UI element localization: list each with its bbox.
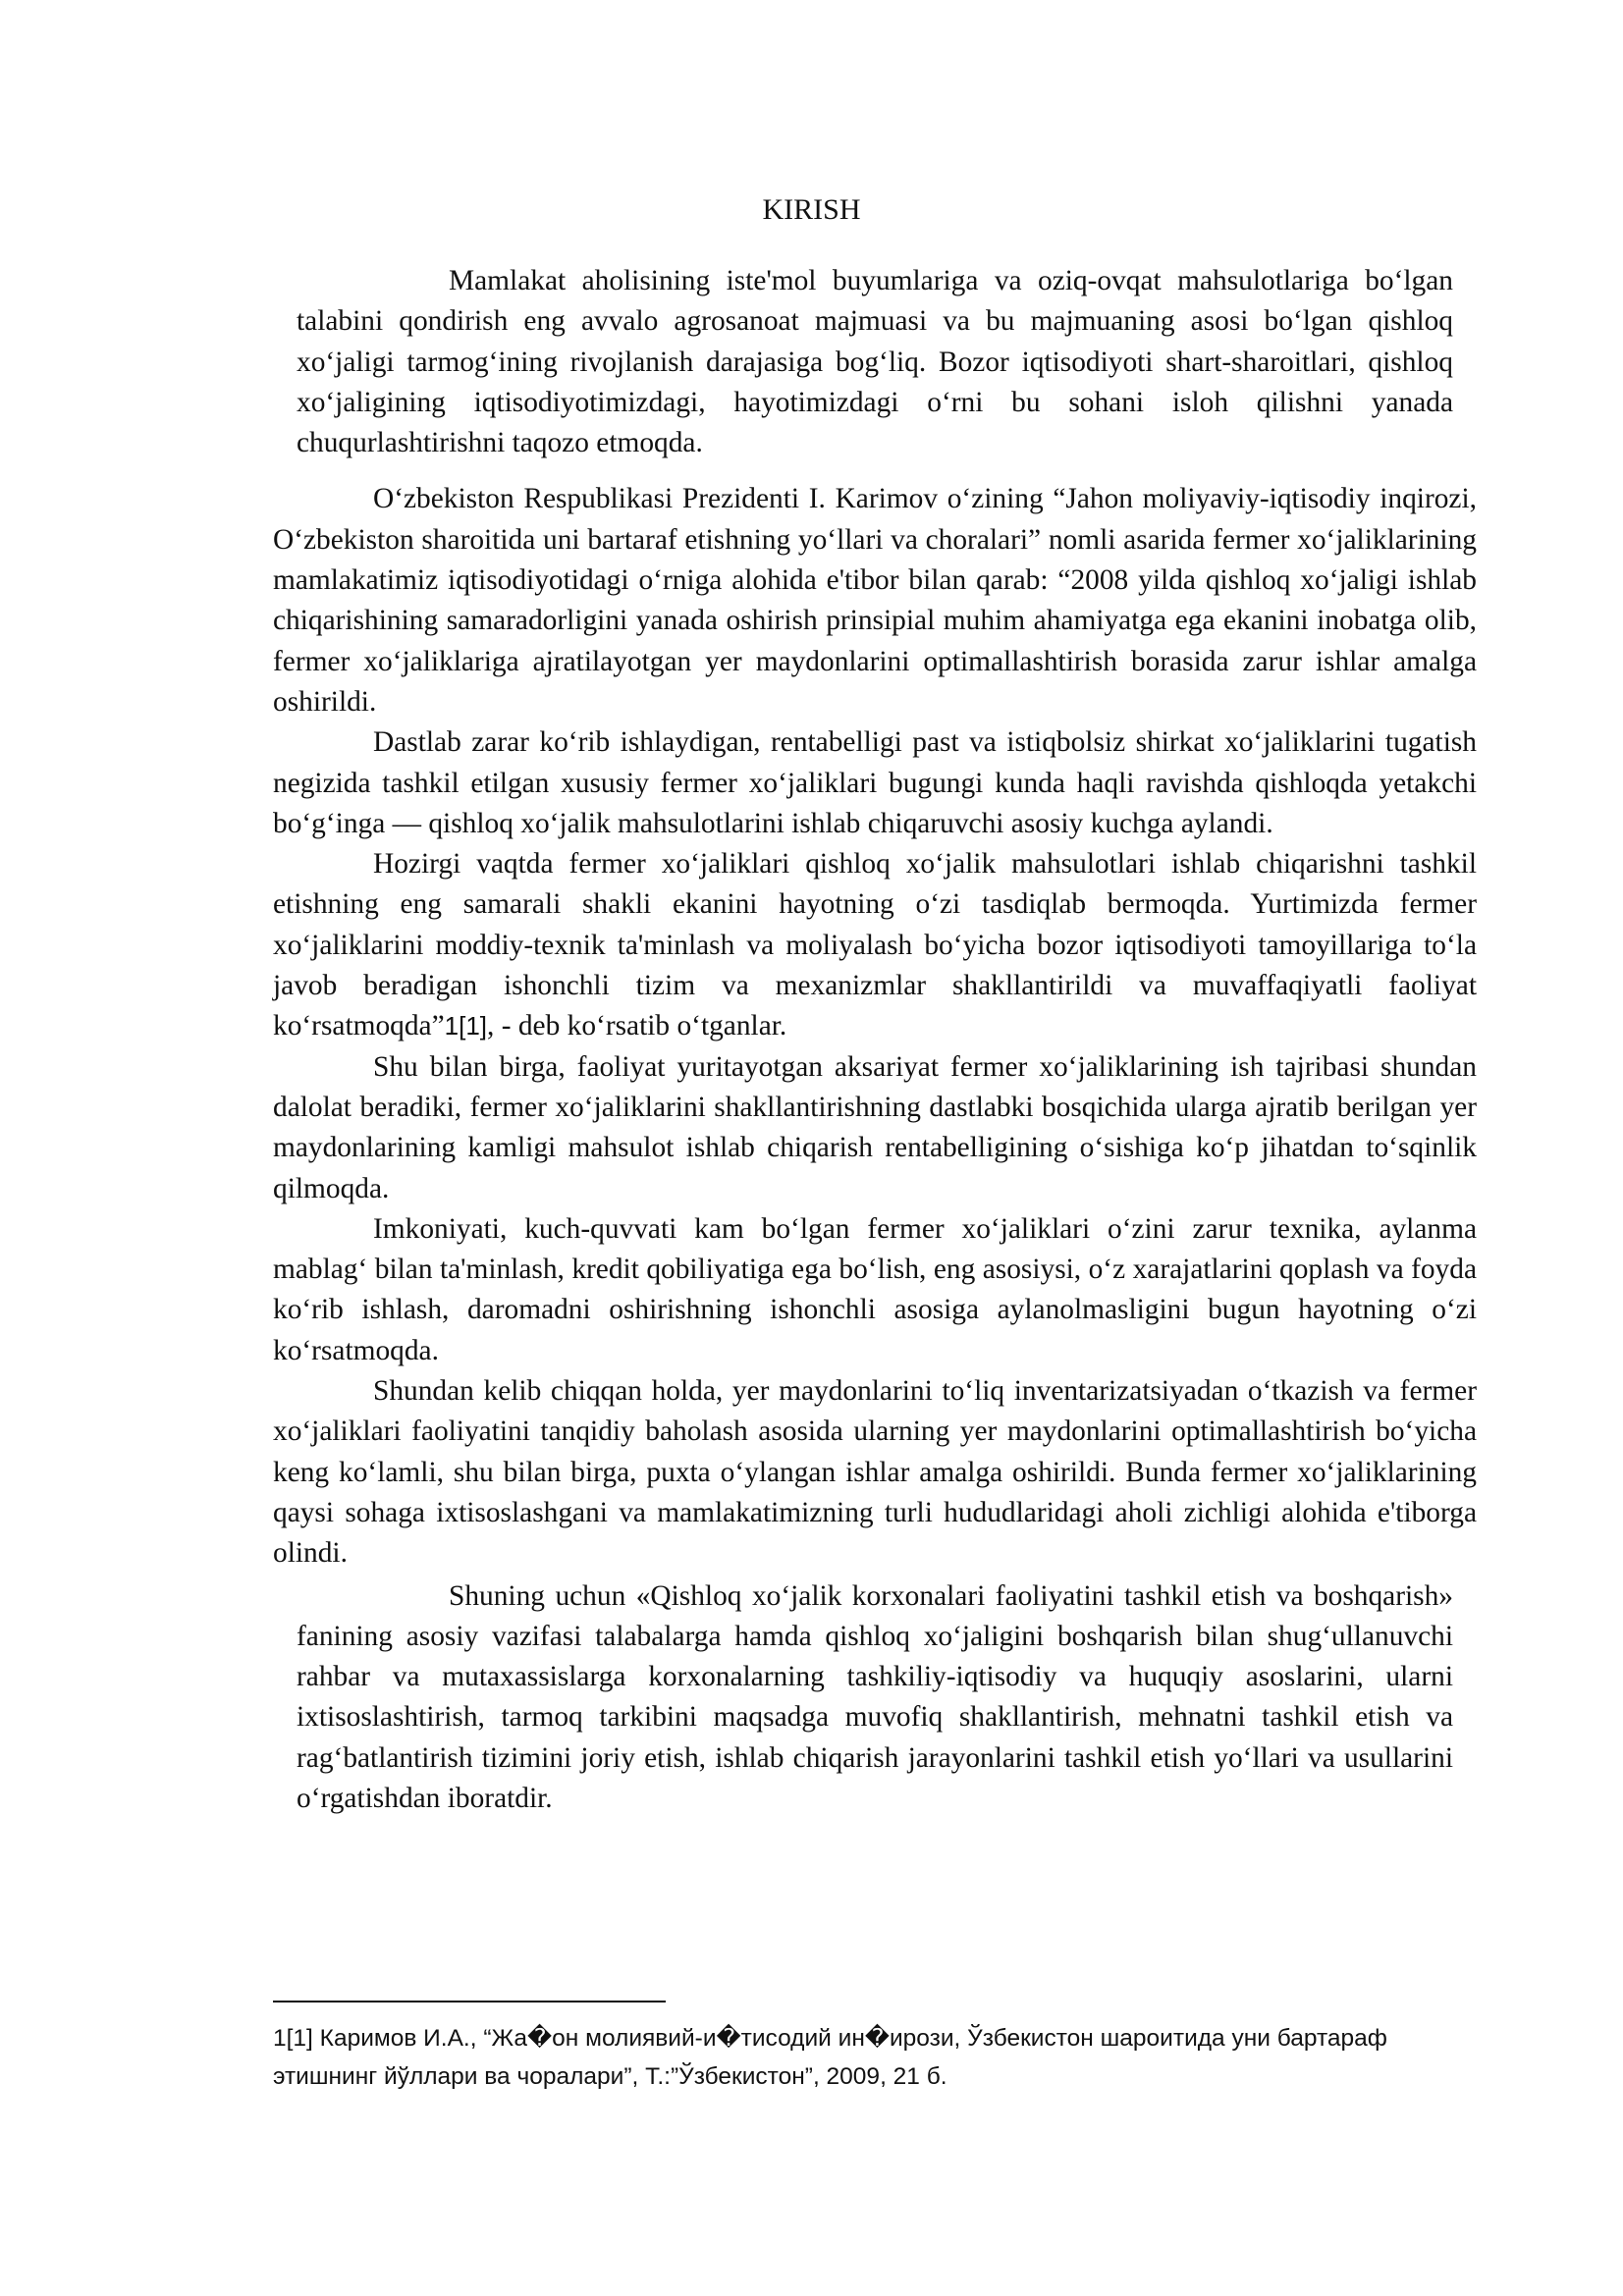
footnote-reference[interactable]: 1[1] (444, 1011, 488, 1041)
paragraph-inventory: Shundan kelib chiqqan holda, yer maydonlarini to‘liq inventarizatsiyadan o‘tkazish va fermer xo‘jaliklari faoliyatini tanqidiy baholash asosida ularning yer maydonlarini optimallashtirish bo‘yicha keng ko‘lamli, shu bilan birga, puxta o‘ylangan ishlar amalga oshirildi. Bunda fermer xo‘jaliklarining qaysi sohaga ixtisoslashgani va mamlakatimizning turli hududlaridagi aholi zichligi alohida e'tiborga olindi. (273, 1375, 1477, 1570)
page-title: KIRISH (762, 193, 861, 226)
paragraph-current-time-text: Hozirgi vaqtda fermer xo‘jaliklari qishloq xo‘jalik mahsulotlari ishlab chiqarishni tashkil etishning eng samarali shakli ekanini hayotning o‘zi tasdiqlab bermoqda. Yurtimizda fermer xo‘jaliklarini moddiy-texnik ta'minlash va moliyalash bo‘yicha bozor iqtisodiyoti tamoyillariga to‘la javob beradigan ishonchli tizim va mexanizmlar shakllantirildi va muvaffaqiyatli faoliyat ko‘rsatmoqda” (273, 848, 1477, 1042)
body-text (273, 261, 1477, 1819)
paragraph-course-goal: Shuning uchun «Qishloq xo‘jalik korxonalari faoliyatini tashkil etish va boshqarish» fanining asosiy vazifasi talabalarga hamda qishloq xo‘jaligini boshqarish bilan shug‘ullanuvchi rahbar va mutaxassislarga korxonalarning tashkiliy-iqtisodiy va huquqiy asoslarini, ularni ixtisoslashtirish, tarmoq tarkibini maqsadga muvofiq shakllantirish, mehnatni tashkil etish va rag‘batlantirish tizimini joriy etish, ishlab chiqarish jarayonlarini tashkil etish yo‘llari va usullarini o‘rgatishdan iboratdir. (297, 1579, 1453, 1814)
paragraph-intro: Mamlakat aholisining iste'mol buyumlariga va oziq-ovqat mahsulotlariga bo‘lgan talabini qondirish eng avvalo agrosanoat majmuasi va bu majmuaning asosi bo‘lgan qishloq xo‘jaligi tarmog‘ining rivojlanish darajasiga bog‘liq. Bozor iqtisodiyoti shart-sharoitlari, qishloq xo‘jaligining iqtisodiyotimizdagi, hayotimizdagi o‘rni bu sohani isloh qilishni yanada chuqurlashtirishni taqozo etmoqda. (297, 265, 1453, 459)
paragraph-current-time-tail: , - deb ko‘rsatib o‘tganlar. (487, 1010, 787, 1042)
paragraph-current-time (273, 844, 1477, 1046)
footnote-separator (273, 2001, 666, 2002)
paragraph-president-quote: O‘zbekiston Respublikasi Prezidenti I. Karimov o‘zining “Jahon moliyaviy-iqtisodiy inqirozi, O‘zbekiston sharoitida uni bartaraf etishning yo‘llari va choralari” nomli asarida fermer xo‘jaliklarining mamlakatimiz iqtisodiyotidagi o‘rniga alohida e'tibor bilan qarab: “2008 yilda qishloq xo‘jaligi ishlab chiqarishining samaradorligini yanada oshirish prinsipial muhim ahamiyatga ega ekanini inobatga olib, fermer xo‘jaliklariga ajratilayotgan yer maydonlarini optimallashtirish borasida zarur ishlar amalga oshirildi. (273, 483, 1477, 718)
footnote: 1[1] Каримов И.А., “Жа�он молиявий-и�тисодий ин�ирози, Ўзбекистон шароитида уни бартараф этишнинг йўллари ва чоралари”, Т.:”Ўзбекистон”, 2009, 21 б. (273, 2025, 1387, 2090)
paragraph-experience: Shu bilan birga, faoliyat yuritayotgan aksariyat fermer xo‘jaliklarining ish tajribasi shundan dalolat beradiki, fermer xo‘jaliklarini shakllantirishning dastlabki bosqichida ularga ajratib berilgan yer maydonlarining kamligi mahsulot ishlab chiqarish rentabelligining o‘sishiga ko‘p jihatdan to‘sqinlik qilmoqda. (273, 1050, 1477, 1204)
paragraph-shirkat: Dastlab zarar ko‘rib ishlaydigan, rentabelligi past va istiqbolsiz shirkat xo‘jaliklarini tugatish negizida tashkil etilgan xususiy fermer xo‘jaliklari bugungi kunda haqli ravishda qishloqda yetakchi bo‘g‘inga — qishloq xo‘jalik mahsulotlarini ishlab chiqaruvchi asosiy kuchga aylandi. (273, 726, 1477, 839)
paragraph-capacity: Imkoniyati, kuch-quvvati kam bo‘lgan fermer xo‘jaliklari o‘zini zarur texnika, aylanma mablag‘ bilan ta'minlash, kredit qobiliyatiga ega bo‘lish, eng asosiysi, o‘z xarajatlarini qoplash va foyda ko‘rib ishlash, daromadni oshirishning ishonchli asosiga aylanolmasligini bugun hayotning o‘zi ko‘rsatmoqda. (273, 1212, 1477, 1366)
